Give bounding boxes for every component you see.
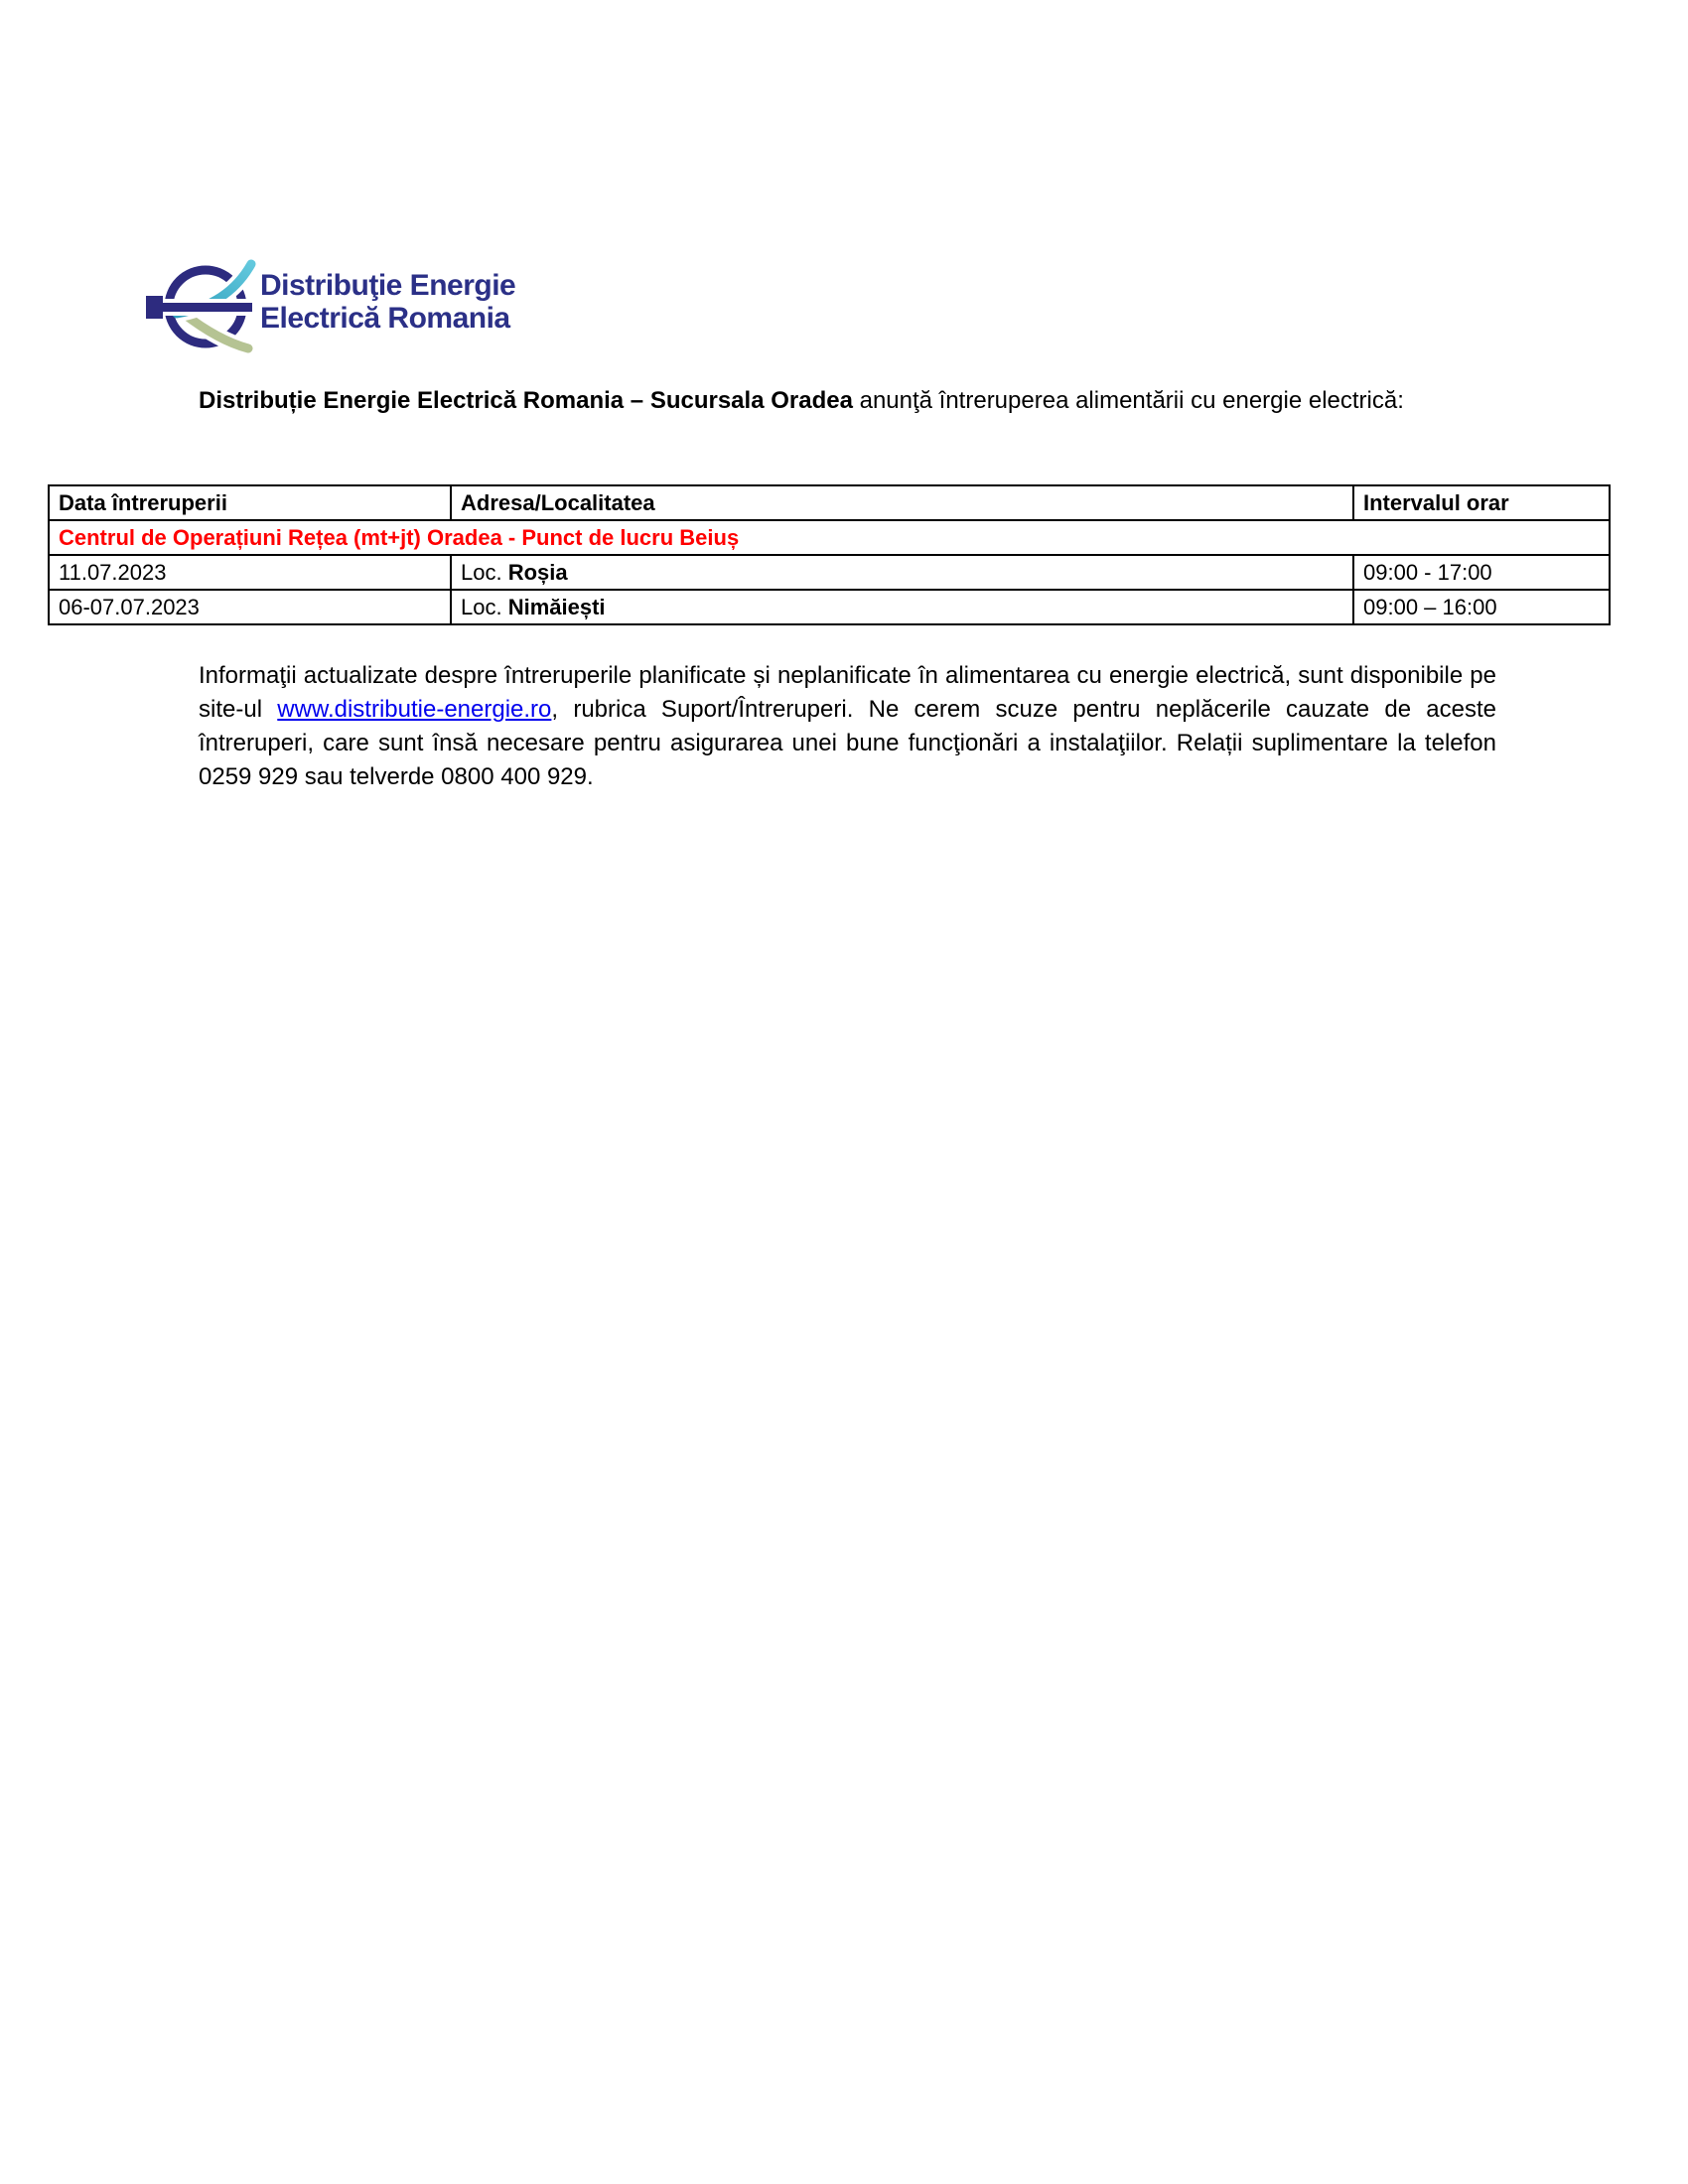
interval-cell: 09:00 – 16:00 [1353, 590, 1610, 624]
locality-name: Nimăiești [507, 594, 606, 619]
section-row [49, 520, 1610, 555]
website-link[interactable]: www.distributie-energie.ro [277, 696, 552, 723]
table-header-row [49, 485, 1610, 520]
footer-before-link: Informaţii actualizate despre întreruperile planificate și neplanificate în alimentarea cu energie electrică, sunt disponibile pe site-ul [199, 662, 1496, 723]
intro-paragraph [199, 384, 1430, 418]
loc-prefix: Loc. [461, 559, 508, 585]
intro-rest: anunţă întreruperea alimentării cu energie electrică: [852, 387, 1404, 414]
table-row [49, 555, 1610, 590]
outage-table [48, 484, 1611, 625]
footer-after-link: , rubrica Suport/Întreruperi. Ne cerem scuze pentru neplăcerile cauzate de aceste întreruperi, care sunt însă necesare pentru asigurarea unei bune funcţionări a instalaţiilor. Relații suplimentare la telefon 0259 929 sau telverde 0800 400 929. [199, 696, 1497, 790]
footer-paragraph [199, 659, 1496, 794]
locality-name: Roșia [507, 559, 568, 585]
header-interval: Intervalul orar [1353, 485, 1610, 520]
interval-cell: 09:00 - 17:00 [1353, 555, 1610, 590]
logo-wordmark-line2: Electrică Romania [260, 302, 510, 335]
header-address: Adresa/Localitatea [451, 485, 1353, 520]
date-cell: 06-07.07.2023 [49, 590, 451, 624]
header-date: Data întreruperii [49, 485, 451, 520]
section-title: Centrul de Operațiuni Rețea (mt+jt) Oradea - Punct de lucru Beiuș [49, 520, 1610, 555]
locality-cell [451, 555, 1353, 590]
table-row [49, 590, 1610, 624]
locality-cell [451, 590, 1353, 624]
date-cell: 11.07.2023 [49, 555, 451, 590]
intro-company-bold: Distribuție Energie Electrică Romania – Sucursala Oradea [199, 387, 853, 414]
loc-prefix: Loc. [461, 594, 508, 619]
logo-wordmark [260, 269, 515, 335]
logo-wordmark-line1: Distribuţie Energie [260, 269, 516, 302]
